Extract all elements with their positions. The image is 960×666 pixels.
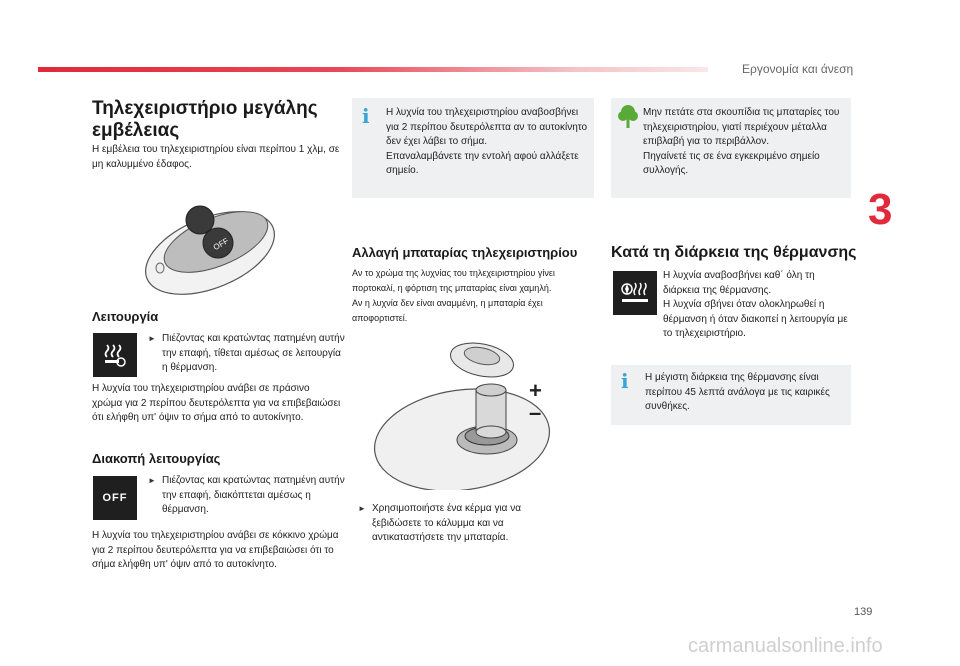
watermark: carmanualsonline.info [688, 635, 883, 657]
duration-heading: Κατά τη διάρκεια της θέρμανσης [611, 244, 857, 261]
page-number: 139 [854, 606, 873, 618]
fan-heat-icon [620, 281, 650, 305]
page-title: Τηλεχειριστήριο μεγάλης εμβέλειας [92, 98, 318, 141]
heating-active-icon [613, 271, 657, 315]
environment-info-box [611, 98, 851, 198]
battery-bullet-text: Χρησιμοποιήστε ένα κέρμα για να ξεβιδώσετε το κάλυμμα και να αντικαταστήσετε την μπαταρία. [372, 503, 522, 543]
info-icon: i [621, 369, 629, 393]
plus-sign: + [529, 378, 542, 403]
operation-bullet [148, 332, 347, 376]
signal-info-text: Η λυχνία του τηλεχειριστηρίου αναβοσβήνει για 2 περίπου δευτερόλεπτα αν το αυτοκίνητο δεν έχει λάβει το σήμα. Επαναλαμβάνετε την εντολή αφού αλλάξετε σημείο. [386, 107, 588, 176]
heat-waves-icon [102, 342, 128, 368]
heating-on-icon [93, 333, 137, 377]
tree-icon [617, 104, 639, 130]
signal-info-box [352, 98, 594, 198]
bullet-arrow-icon: ► [148, 476, 156, 485]
operation-bullet-text: Πιέζοντας και κρατώντας πατημένη αυτήν την επαφή, τίθεται αμέσως σε λειτουργία η θέρμανση. [162, 333, 345, 373]
environment-text: Μην πετάτε στα σκουπίδια τις μπαταρίες του τηλεχειριστηρίου, γιατί περιέχουν μέταλλα επιβλαβή για το περιβάλλον. Πηγαίνετέ τις σε ένα εγκεκριμένο σημείο συλλογής. [643, 107, 840, 176]
heating-off-icon [93, 476, 137, 520]
battery-text: Αν το χρώμα της λυχνίας του τηλεχειριστηρίου γίνει πορτοκαλί, η φόρτιση της μπαταρίας είναι χαμηλή. Αν η λυχνία δεν είναι αναμμένη, η μπαταρία έχει αποφορτιστεί. [352, 268, 555, 323]
header-bar [38, 67, 708, 72]
operation-text: Η λυχνία του τηλεχειριστηρίου ανάβει σε πράσινο χρώμα για 2 περίπου δευτερόλεπτα για να επιβεβαιώσει ότι ελήφθη υπ' όψιν το σήμα από το αυτοκίνητο. [92, 383, 341, 423]
svg-text:OFF: OFF [211, 236, 231, 253]
max-duration-text: Η μέγιστη διάρκεια της θέρμανσης είναι περίπου 45 λεπτά ανάλογα με τις καιρικές συνθήκες. [645, 372, 830, 412]
battery-replacement-illustration [372, 340, 552, 490]
off-icon-label: OFF [102, 492, 128, 504]
bullet-arrow-icon: ► [358, 504, 366, 513]
stop-text: Η λυχνία του τηλεχειριστηρίου ανάβει σε κόκκινο χρώμα για 2 περίπου δευτερόλεπτα για να επιβεβαιώσει ότι το σήμα ελήφθη υπ' όψιν από το αυτοκίνητο. [92, 530, 339, 570]
section-title: Εργονομία και άνεση [742, 62, 854, 76]
battery-heading: Αλλαγή μπαταρίας τηλεχειριστηρίου [352, 245, 578, 260]
intro-text: Η εμβέλεια του τηλεχειριστηρίου είναι περίπου 1 χλμ, σε μη καλυμμένο έδαφος. [92, 144, 340, 170]
max-duration-info-box [611, 365, 851, 425]
minus-sign: – [529, 400, 542, 425]
stop-bullet [148, 474, 352, 518]
stop-bullet-text: Πιέζοντας και κρατώντας πατημένη αυτήν την επαφή, διακόπτεται αμέσως η θέρμανση. [162, 475, 345, 515]
bullet-arrow-icon: ► [148, 334, 156, 343]
info-icon: i [362, 104, 370, 128]
battery-bullet [358, 502, 562, 546]
operation-heading: Λειτουργία [92, 309, 159, 324]
remote-control-illustration [138, 198, 288, 298]
chapter-number: 3 [868, 185, 893, 234]
stop-heading: Διακοπή λειτουργίας [92, 451, 221, 466]
duration-text: Η λυχνία αναβοσβήνει καθ΄ όλη τη διάρκεια της θέρμανσης. Η λυχνία σβήνει όταν ολοκληρωθεί η θέρμανση ή όταν διακοπεί η λειτουργία με το τηλεχειριστήριο. [663, 270, 848, 339]
